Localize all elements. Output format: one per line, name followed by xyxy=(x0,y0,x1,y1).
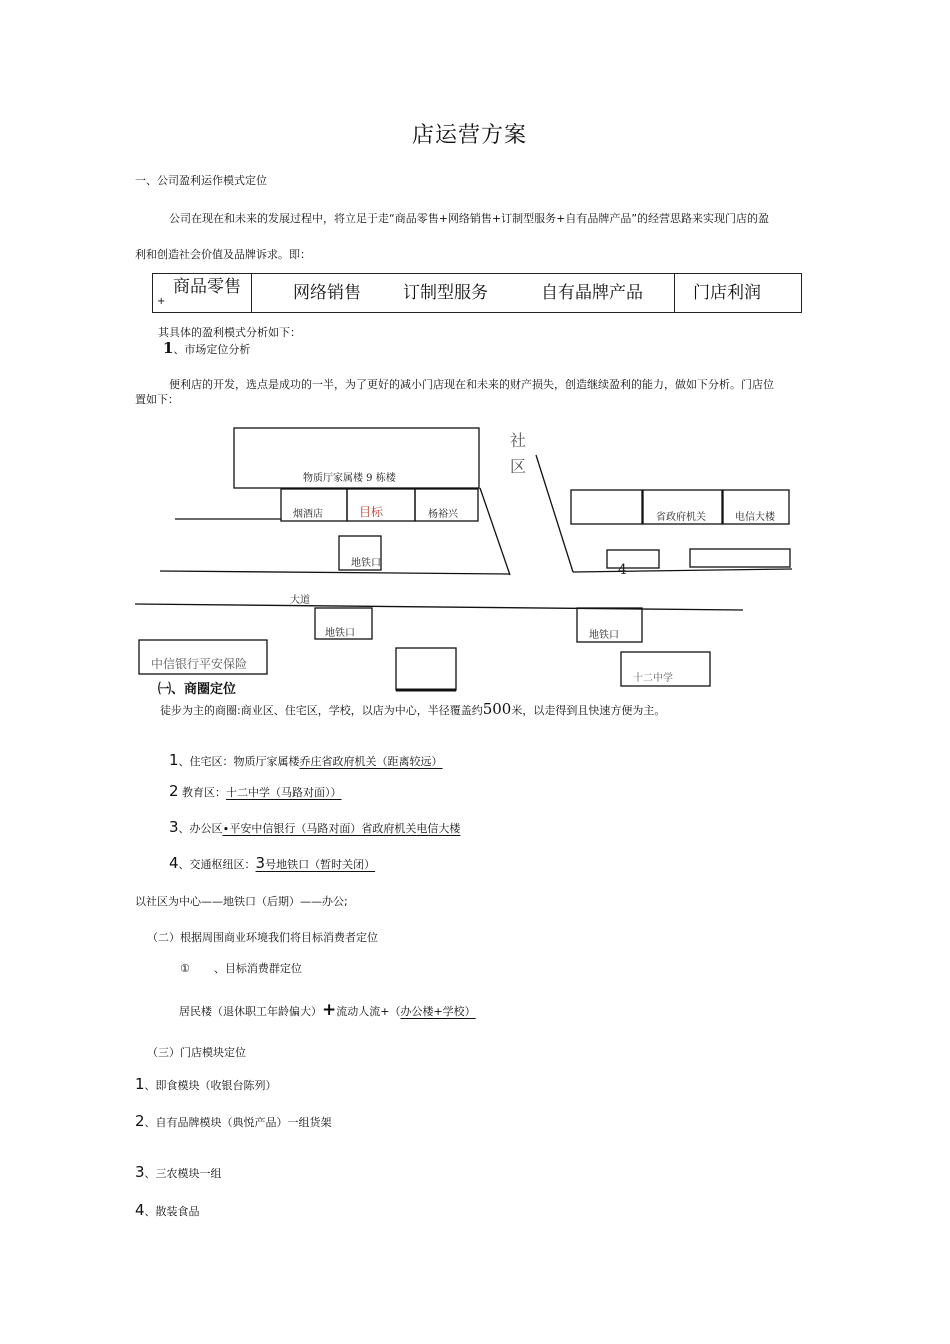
module-num: 3 xyxy=(135,1163,145,1181)
trade-para-pre: 徒步为主的商圈:商业区、住宅区，学校，以店为中心，半径覆盖约 xyxy=(160,704,483,717)
consumer-sub-num: ① xyxy=(180,962,190,975)
block-box xyxy=(571,490,642,524)
gov-label: 省政府机关 xyxy=(656,512,706,523)
flow-cell-brand: 自有晶牌产品 xyxy=(541,283,643,303)
item-num: 1 xyxy=(169,751,179,769)
trade-radius: 500 xyxy=(482,700,512,718)
module-text: 、即食模块（收银台陈列） xyxy=(144,1079,277,1092)
item-label: 、住宅区：物质厅家属楼 xyxy=(178,755,300,768)
trade-heading: ㈠、商圈定位 xyxy=(158,682,237,697)
consumer-heading: （二）根据周围商业环境我们将目标消费者定位 xyxy=(147,931,378,944)
item-detail: 十二中学（马路对面）） xyxy=(226,786,342,799)
item-detail: 乔庄省政府机关（距离较远） xyxy=(299,755,443,768)
road-line xyxy=(536,455,573,572)
section1-heading: 一、公司盈利运作模式定位 xyxy=(135,174,267,187)
module-num: 4 xyxy=(135,1201,145,1219)
trade-para-post: 米，以走得到且快速方便为主。 xyxy=(511,704,666,717)
consumer-line-ul: 办公楼+学校） xyxy=(400,1005,476,1018)
intro-line1: 公司在现在和未来的发展过程中，将立足于走“商品零售+网络销售+订制型服务+自有品牌产品”的经营思路来实现门店的盈 xyxy=(169,212,770,225)
item-num: 3 xyxy=(169,818,179,836)
yangyuxing-label: 杨裕兴 xyxy=(428,509,458,520)
citic-label: 中信银行平安保险 xyxy=(151,657,248,671)
road-line xyxy=(573,569,792,572)
flow-cell-custom: 订制型服务 xyxy=(403,283,488,303)
market-heading-text: 、市场定位分析 xyxy=(173,343,251,356)
center-line: 以社区为中心——地铁口（后期）——办公; xyxy=(135,895,348,908)
number-4-label: 4 xyxy=(618,562,627,578)
flow-cell-retail: 商品零售 xyxy=(173,277,241,297)
market-para-line2: 置如下： xyxy=(135,393,179,406)
target-label: 目标 xyxy=(359,505,384,519)
consumer-sub xyxy=(180,960,302,976)
page-title: 店运营方案 xyxy=(412,123,528,148)
market-para-line1: 便利店的开发，选点是成功的一半，为了更好的减小门店现在和未来的财产损失，创造继续盈利的能力，做如下分析。门店位 xyxy=(169,378,774,391)
flow-cell-online: 网络销售 xyxy=(293,283,361,303)
item-detail: ∙平安中信银行（马路对面）省政府机关电信大楼 xyxy=(222,822,461,835)
block-box xyxy=(396,648,456,690)
trade-item-1 xyxy=(169,751,443,769)
telecom-label: 电信大楼 xyxy=(735,512,775,523)
community-label-1: 社 xyxy=(510,431,527,450)
tobacco-label: 烟酒店 xyxy=(293,509,323,520)
consumer-sub-label: 、目标消费群定位 xyxy=(213,962,302,975)
intro-line2: 利和创造社会价值及品牌诉求。即： xyxy=(135,248,311,261)
module-text: 、自有品牌模块（典悦产品）一组货架 xyxy=(144,1116,332,1129)
item-num: 2 xyxy=(169,782,179,800)
item-num: 4 xyxy=(169,854,179,872)
trade-item-4 xyxy=(169,854,375,872)
metro-top-label: 地铁口 xyxy=(351,558,381,569)
metro-mid-left-label: 地铁口 xyxy=(325,628,355,639)
analysis-intro: 其具体的盈利模式分析如下： xyxy=(158,326,301,339)
consumer-line-mid: 流动人流+（ xyxy=(336,1005,401,1018)
consumer-line xyxy=(179,1000,476,1020)
module-1 xyxy=(135,1075,277,1093)
building9-label: 物质厅家属楼 9 栋楼 xyxy=(303,473,396,484)
item-label: 教育区： xyxy=(182,786,227,799)
consumer-line-pre: 居民楼（退休职工年龄偏大） xyxy=(179,1005,322,1018)
community-label-2: 区 xyxy=(510,457,527,476)
item-label: 、办公区 xyxy=(178,822,223,835)
flow-cell-profit: 门店利润 xyxy=(693,283,761,303)
road-line xyxy=(480,488,510,575)
modules-heading: （三）门店模块定位 xyxy=(147,1046,246,1059)
module-2 xyxy=(135,1112,332,1130)
consumer-line-plus: + xyxy=(322,1000,337,1020)
item-label: 、交通枢纽区： xyxy=(178,858,256,871)
item-detail-num: 3 xyxy=(255,854,266,872)
block-box xyxy=(607,550,659,568)
avenue-line xyxy=(135,604,743,610)
block-box xyxy=(690,549,790,567)
module-text: 、三农模块一组 xyxy=(144,1167,222,1180)
flow-plus: + xyxy=(157,296,166,307)
module-3 xyxy=(135,1163,222,1181)
trade-item-2 xyxy=(169,782,342,800)
module-num: 2 xyxy=(135,1112,145,1130)
trade-item-3 xyxy=(169,818,460,836)
trade-para xyxy=(160,700,665,718)
module-num: 1 xyxy=(135,1075,145,1093)
module-text: 、散装食品 xyxy=(144,1205,200,1218)
metro-mid-right-label: 地铁口 xyxy=(589,630,619,641)
item-detail xyxy=(255,854,376,872)
module-4 xyxy=(135,1201,200,1219)
market-num: 1 xyxy=(163,339,174,357)
avenue-label: 大道 xyxy=(290,595,310,606)
school12-label: 十二中学 xyxy=(633,673,673,684)
item-detail-text: 号地铁口（暂时关闭） xyxy=(265,858,376,871)
road-line xyxy=(160,571,510,574)
